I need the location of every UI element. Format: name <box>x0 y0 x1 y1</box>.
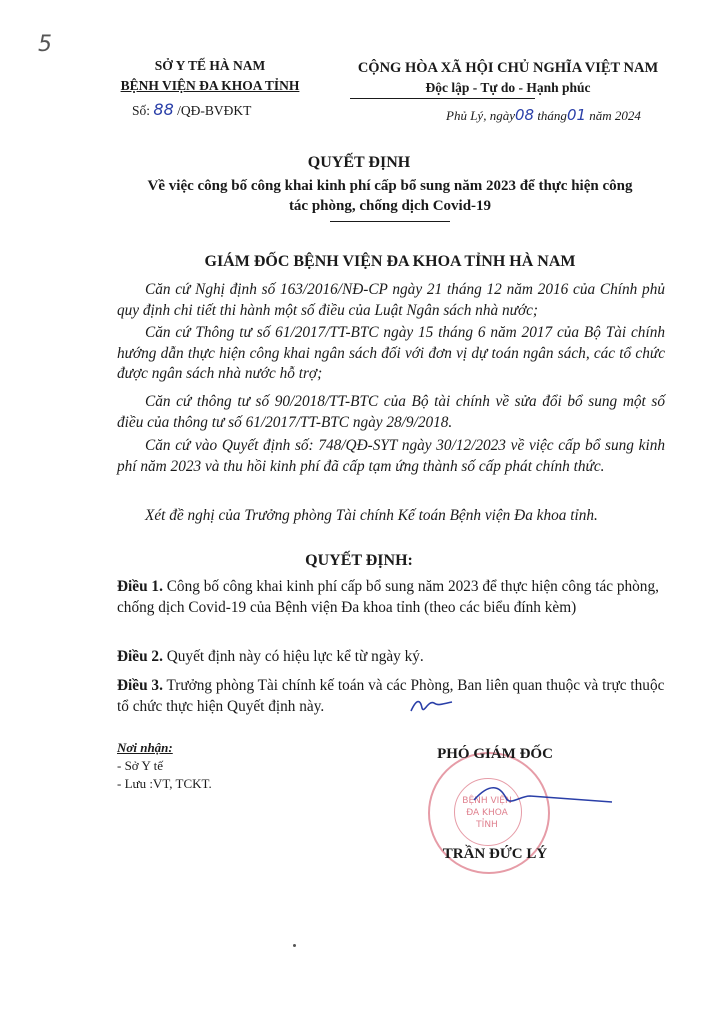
recipients-label: Nơi nhận: <box>117 740 173 755</box>
stamp-text-line1: BỆNH VIỆN <box>462 796 512 806</box>
decision-heading: QUYẾT ĐỊNH: <box>305 552 413 569</box>
document-subtitle-line1: Về việc công bố công khai kinh phí cấp bổ sung năm 2023 để thực hiện công <box>147 178 633 194</box>
issuing-authority: GIÁM ĐỐC BỆNH VIỆN ĐA KHOA TỈNH HÀ NAM <box>204 253 576 270</box>
article-3: Điều 3. Trưởng phòng Tài chính kế toán và các Phòng, Ban liên quan thuộc và trực thuộc tổ chức thực hiện Quyết định này. <box>117 677 665 715</box>
stamp-text-line2: ĐA KHOA <box>466 808 508 818</box>
basis-paragraph-4: Căn cứ vào Quyết định số: 748/QĐ-SYT ngày 30/12/2023 về việc cấp bổ sung kinh phí năm 2023 và thu hồi kinh phí đã cấp tạm ứng thành số cấp phát chính thức. <box>117 437 665 475</box>
stamp-text-line3: TỈNH <box>476 820 498 830</box>
date-month-label: tháng <box>537 108 567 123</box>
motto: Độc lập - Tự do - Hạnh phúc <box>425 80 591 95</box>
document-number <box>132 100 251 119</box>
country-name: CỘNG HÒA XÃ HỘI CHỦ NGHĨA VIỆT NAM <box>357 60 659 76</box>
date-day: 08 <box>514 106 535 124</box>
date-month: 01 <box>566 106 587 124</box>
title-divider <box>330 221 450 222</box>
document-title: QUYẾT ĐỊNH <box>307 154 411 171</box>
hospital-name: BỆNH VIỆN ĐA KHOA TỈNH <box>120 78 300 93</box>
issue-date <box>446 106 641 124</box>
scan-speck <box>293 944 296 947</box>
page-mark: 5 <box>38 32 52 57</box>
article-2: Điều 2. Quyết định này có hiệu lực kể từ ngày ký. <box>117 648 424 665</box>
initials-mark <box>408 694 456 716</box>
recipient-item: - Sở Y tế <box>117 758 163 773</box>
ministry-name: SỞ Y TẾ HÀ NAM <box>154 58 266 73</box>
basis-paragraph-5: Xét đề nghị của Trưởng phòng Tài chính Kế toán Bệnh viện Đa khoa tỉnh. <box>145 507 598 524</box>
motto-underline <box>350 98 535 99</box>
document-subtitle-line2: tác phòng, chống dịch Covid-19 <box>288 198 492 214</box>
number-handwritten: 88 <box>153 100 174 119</box>
basis-paragraph-3: Căn cứ thông tư số 90/2018/TT-BTC của Bộ tài chính về sửa đổi bổ sung một số điều của thông tư số 61/2017/TT-BTC ngày 28/9/2018. <box>117 393 665 431</box>
recipient-item: - Lưu :VT, TCKT. <box>117 776 212 791</box>
number-suffix: /QĐ-BVĐKT <box>177 103 252 118</box>
number-prefix: Số: <box>132 103 151 118</box>
basis-paragraph-1: Căn cứ Nghị định số 163/2016/NĐ-CP ngày 21 tháng 12 năm 2016 của Chính phủ quy định chi tiết thi hành một số điều của Luật Ngân sách nhà nước; <box>117 281 665 319</box>
date-prefix: Phủ Lý, ngày <box>446 108 515 123</box>
basis-paragraph-2: Căn cứ Thông tư số 61/2017/TT-BTC ngày 15 tháng 6 năm 2017 của Bộ Tài chính hướng dẫn thực hiện công khai ngân sách đối với đơn vị dự toán ngân sách, các tổ chức được ngân sách nhà nước hỗ trợ; <box>117 324 665 382</box>
date-year: năm 2024 <box>589 108 641 123</box>
signer-name: TRẦN ĐỨC LÝ <box>442 846 548 862</box>
handwritten-signature <box>470 776 620 816</box>
article-1: Điều 1. Công bố công khai kinh phí cấp bổ sung năm 2023 để thực hiện công tác phòng, chống dịch Covid-19 của Bệnh viện Đa khoa tỉnh (theo các biểu đính kèm) <box>117 578 659 616</box>
signer-title: PHÓ GIÁM ĐỐC <box>437 746 553 762</box>
